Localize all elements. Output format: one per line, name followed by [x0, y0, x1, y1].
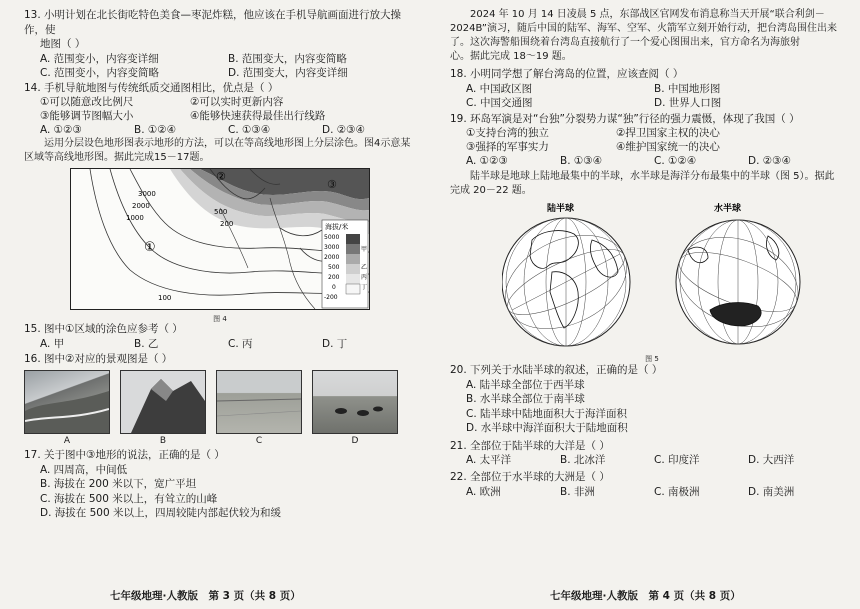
q17-option-c: C. 海拔在 500 米以上，有耸立的山峰 [40, 492, 218, 505]
right-page-footer: 七年级地理·人教版 第 4 页（共 8 页） [550, 590, 741, 602]
q13-option-b: B. 范围变大，内容变简略 [228, 52, 347, 65]
question-17 [24, 448, 416, 521]
contour-label-3000: 3000 [138, 190, 156, 198]
q15-option-b: B. 乙 [134, 337, 159, 350]
q22-stem: 22. 全部位于水半球的大洲是（ ） [450, 471, 610, 483]
legend-value-5000: 5000 [324, 234, 340, 241]
q13-stem-line2: 地图（ ） [40, 38, 86, 50]
legend-value-3000: 3000 [324, 244, 340, 251]
q18-option-d: D. 世界人口图 [654, 96, 722, 109]
q14-statement-2: ②可以实时更新内容 [190, 96, 284, 108]
question-15 [24, 322, 416, 351]
q15-option-c: C. 丙 [228, 337, 253, 350]
question-18 [450, 67, 842, 110]
q15-option-a: A. 甲 [40, 337, 65, 350]
figure-4-caption: 图 4 [213, 315, 227, 323]
question-16 [24, 352, 416, 447]
hemispheres-diagram [502, 200, 802, 350]
contour-label-2000: 2000 [132, 202, 150, 210]
q14-statement-3: ③能够调节图幅大小 [40, 110, 134, 122]
q13-option-a: A. 范围变小，内容变详细 [40, 52, 159, 65]
q19-statement-1: ①支持台湾的独立 [466, 127, 549, 139]
legend-title: 海拔/米 [325, 223, 349, 231]
q19-stem: 19. 环岛军演是对“台独”分裂势力谋“独”行径的强力震慑，体现了我国（ ） [450, 112, 800, 125]
q15-stem: 15. 图中①区域的涂色应参考（ ） [24, 323, 183, 335]
right-page [430, 0, 860, 609]
q19-statement-4: ④维护国家统一的决心 [616, 141, 720, 153]
q14-stem: 14. 手机导航地图与传统纸质交通图相比，优点是（ ） [24, 81, 279, 94]
question-13 [24, 8, 416, 80]
landscape-photo-c [216, 370, 302, 434]
landscape-photo-b [120, 370, 206, 434]
q17-stem: 17. 关于图中③地形的说法，正确的是（ ） [24, 449, 225, 461]
lead-20-22-line1: 陆半球是地球上陆地最集中的半球，水半球是海洋分布最集中的半球（图 5）。据此 [470, 171, 835, 182]
q13-stem-line1: 13. 小明计划在北长街吃特色美食—枣泥炸糕，他应该在手机导航画面进行放大操作，使 [24, 9, 402, 36]
lead-20-22-line2: 完成 20－22 题。 [450, 185, 532, 196]
contour-map [70, 168, 370, 310]
q16-stem: 16. 图中②对应的景观图是（ ） [24, 352, 173, 365]
q19-option-a: A. ①②③ [466, 155, 508, 167]
q20-option-d: D. 水半球中海洋面积大于陆地面积 [466, 422, 628, 434]
lead-15-17-line1: 运用分层设色地形图表示地形的方法，可以在等高线地形图上分层涂色。图4示意某 [44, 138, 411, 149]
q19-statement-2: ②捍卫国家主权的决心 [616, 127, 720, 139]
q14-statement-1: ①可以随意改比例尺 [40, 96, 134, 108]
q22-option-b: B. 非洲 [560, 485, 595, 498]
q22-option-d: D. 南美洲 [748, 485, 795, 498]
lead-18-19-line3: 了。这次海警船围绕着台湾岛直接航行了一个爱心图围出来，官方命名为海旅射 [450, 37, 800, 48]
legend-value-0: 0 [332, 284, 336, 291]
photo-label-b: B [159, 436, 167, 446]
marker-1: ① [144, 240, 156, 255]
question-14 [24, 81, 416, 138]
water-hemisphere-title: 水半球 [714, 204, 742, 214]
q21-stem: 21. 全部位于陆半球的大洋是（ ） [450, 439, 610, 452]
legend-mark-yi: 乙 [361, 264, 368, 271]
water-hemisphere-globe [665, 220, 802, 344]
legend-mark-jia: 甲 [361, 246, 368, 253]
lead-18-19-line2: 2024B”演习，随后中国的陆军、海军、空军、火箭军立刻开始行动，把台湾岛围住出来 [450, 23, 837, 34]
q19-statement-3: ③强择的军事实力 [466, 141, 549, 153]
photo-label-c: C [255, 436, 263, 446]
marker-2: ② [216, 170, 226, 183]
q22-option-a: A. 欧洲 [466, 485, 501, 498]
q13-option-d: D. 范围变大，内容变详细 [228, 66, 348, 79]
question-21 [450, 439, 842, 468]
q17-option-b: B. 海拔在 200 米以下，宽广平坦 [40, 478, 197, 490]
marker-3: ③ [327, 178, 337, 191]
q20-stem: 20. 下列关于水陆半球的叙述，正确的是（ ） [450, 364, 663, 376]
q21-option-c: C. 印度洋 [654, 454, 700, 466]
contour-label-200: 200 [220, 220, 234, 228]
q20-option-a: A. 陆半球全部位于西半球 [466, 378, 585, 391]
question-20 [450, 363, 842, 436]
figure-5 [502, 200, 802, 363]
q20-option-b: B. 水半球全部位于南半球 [466, 393, 585, 405]
q20-option-c: C. 陆半球中陆地面积大于海洋面积 [466, 407, 628, 420]
q13-option-c: C. 范围变小，内容变简略 [40, 66, 160, 79]
question-22 [450, 470, 842, 499]
photo-label-a: A [63, 436, 71, 446]
q21-option-b: B. 北冰洋 [560, 454, 606, 466]
figure-5-caption: 图 5 [645, 355, 659, 363]
landscape-photo-d [312, 370, 398, 434]
q14-option-d: D. ②③④ [322, 124, 365, 136]
legend-value-minus200: -200 [324, 294, 338, 301]
lead-18-19-line4: 心。据此完成 18～19 题。 [450, 51, 572, 62]
q21-option-a: A. 太平洋 [466, 454, 512, 466]
q18-stem: 18. 小明同学想了解台湾岛的位置，应该查阅（ ） [450, 68, 684, 80]
q21-option-d: D. 大西洋 [748, 454, 795, 466]
q19-option-b: B. ①③④ [560, 155, 603, 167]
contour-label-500: 500 [214, 208, 228, 216]
q18-option-b: B. 中国地形图 [654, 82, 721, 95]
legend [322, 220, 368, 308]
legend-value-500: 500 [328, 264, 340, 271]
landscape-photo-a [24, 370, 110, 434]
photo-label-d: D [351, 436, 359, 446]
land-hemisphere-globe [502, 217, 642, 347]
legend-mark-bing: 丙 [361, 274, 368, 281]
question-19 [450, 112, 842, 169]
q18-option-c: C. 中国交通图 [466, 96, 533, 109]
figure-4 [70, 168, 370, 323]
q15-option-d: D. 丁 [322, 337, 348, 350]
q19-option-c: C. ①②④ [654, 155, 697, 167]
land-hemisphere-title: 陆半球 [547, 204, 575, 214]
q14-option-a: A. ①②③ [40, 124, 82, 136]
legend-mark-ding: 丁 [361, 284, 368, 291]
q14-statement-4: ④能够快速获得最佳出行线路 [190, 110, 326, 122]
left-page-footer: 七年级地理·人教版 第 3 页（共 8 页） [110, 590, 301, 602]
lead-18-19-line1: 2024 年 10 月 14 日凌晨 5 点，东部战区官网发布消息称当天开展“联合利剑－ [470, 9, 825, 20]
contour-label-1000: 1000 [126, 214, 144, 222]
q17-option-d: D. 海拔在 500 米以上，四周较陡内部起伏较为和缓 [40, 507, 281, 519]
contour-label-100: 100 [158, 294, 172, 302]
q14-option-b: B. ①②④ [134, 124, 177, 136]
legend-value-2000: 2000 [324, 254, 340, 261]
q14-option-c: C. ①③④ [228, 124, 271, 136]
q22-option-c: C. 南极洲 [654, 485, 700, 498]
lead-15-17-line2: 区域等高线地形图。据此完成15－17题。 [24, 152, 210, 163]
q17-option-a: A. 四周高，中间低 [40, 463, 128, 476]
q19-option-d: D. ②③④ [748, 155, 791, 167]
q18-option-a: A. 中国政区图 [466, 82, 533, 95]
legend-value-200: 200 [328, 274, 340, 281]
